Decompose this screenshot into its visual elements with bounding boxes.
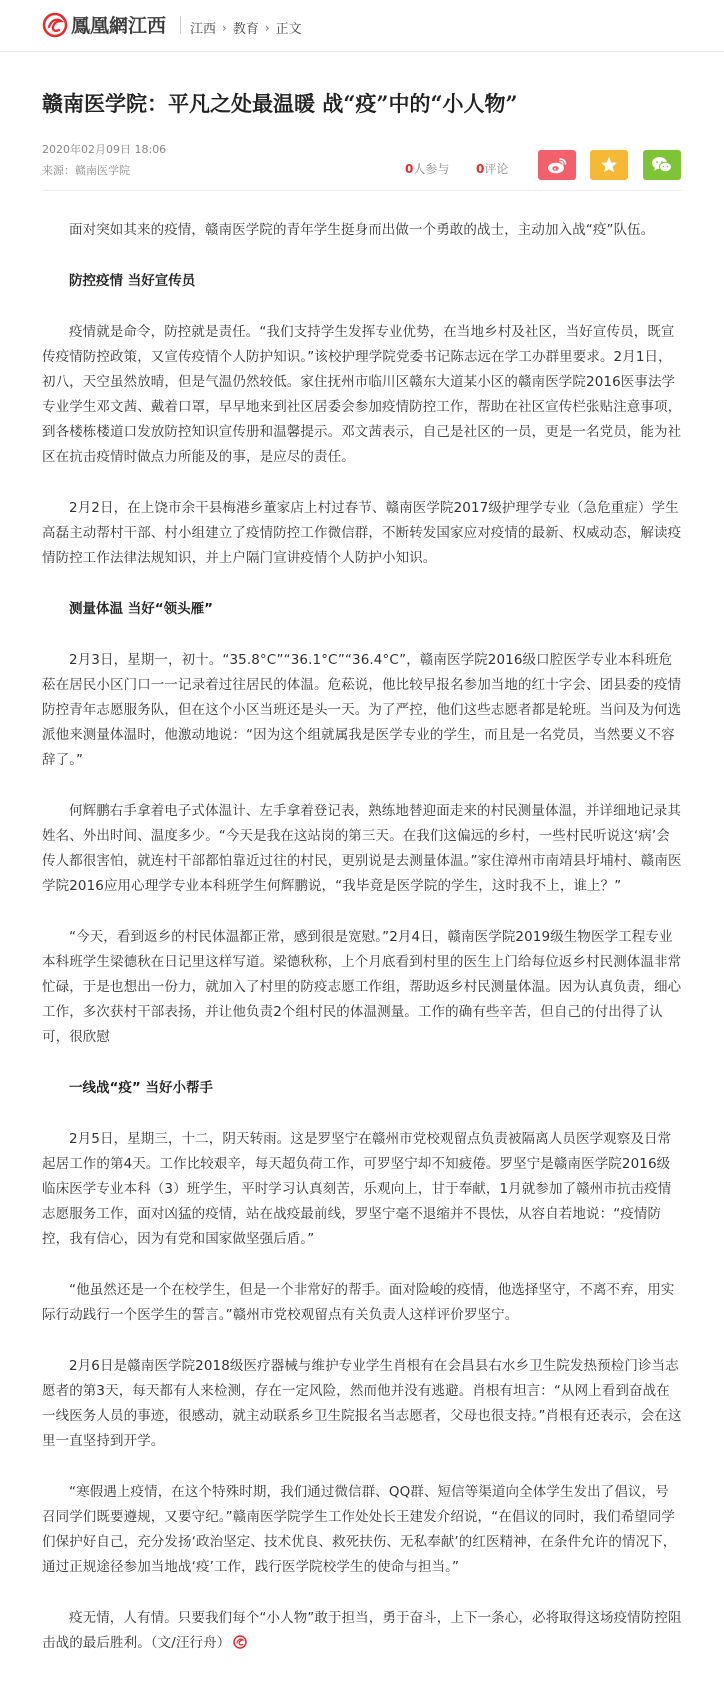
article-body [42,218,682,1682]
paragraph: “他虽然还是一个在校学生，但是一个非常好的帮手。面对险峻的疫情，他选择坚守，不离不弃，用实际行动践行一个医学生的誓言。”赣州市党校观留点有关负责人这样评价罗坚宁。 [42,1282,675,1323]
comments-label: 评论 [484,162,509,176]
section-heading: 测量体温 当好“领头雁” [69,601,213,617]
phoenix-end-mark-icon [233,1635,247,1649]
share-weibo-button[interactable] [538,150,576,180]
publish-date: 2020年02月09日 18:06 [42,143,167,156]
final-paragraph [42,1606,682,1656]
chevron-right-icon: › [264,20,270,35]
participants-label: 人参与 [413,162,450,176]
breadcrumb-item-jiangxi[interactable]: 江西 [190,22,217,37]
paragraph: 2月3日，星期一，初十。“35.8°C”“36.1°C”“36.4°C”，赣南医学院2016级口腔医学专业本科班危菘在居民小区门口一一记录着过往居民的体温。危菘说，他比较早报名参加当地的红十字会、团县委的疫情防控青年志愿服务队，但在这个小区当班还是头一天。为了严控，他们这些志愿者都是轮班。当问及为何选派他来测量体温时，他激动地说：“因为这个组就属我是医学专业的学生，而且是一名党员，当然要义不容辞了。” [42,652,682,768]
breadcrumb-item-education[interactable]: 教育 [232,22,259,37]
star-icon [600,156,618,174]
wechat-icon [651,156,673,174]
comments-count[interactable] [476,160,508,177]
weibo-icon [547,157,567,174]
article-source: 来源：赣南医学院 [42,164,130,177]
breadcrumb-item-current: 正文 [275,22,302,37]
site-logo[interactable] [42,11,181,38]
paragraph: “寒假遇上疫情，在这个特殊时期，我们通过微信群、QQ群、短信等渠道向全体学生发出了倡议，号召同学们既要遵规，又要守纪。”赣南医学院学生工作处处长王建发介绍说，“在倡议的同时，我们希望同学们保护好自己，充分发扬‘政治坚定、技术优良、救死扶伤、无私奉献’的红医精神，在条件允许的情况下，通过正规途径参加当地战‘疫’工作，践行医学院校学生的使命与担当。” [42,1484,677,1575]
paragraph: 何辉鹏右手拿着电子式体温计、左手拿着登记表，熟练地替迎面走来的村民测量体温，并详细地记录其姓名、外出时间、温度多少。“今天是我在这站岗的第三天。在我们这偏远的乡村，一些村民听说这‘病’会传人都很害怕，就连村干部都怕靠近过往的村民，更别说是去测量体温。”家住漳州市南靖县圩埔村、赣南医学院2016应用心理学专业本科班学生何辉鹏说，“我毕竟是医学院的学生，这时我不上，谁上？” [42,803,682,894]
paragraph: 2月6日是赣南医学院2018级医疗器械与维护专业学生肖根有在会昌县右水乡卫生院发热预检门诊当志愿者的第3天，每天都有人来检测，存在一定风险，然而他并没有逃避。肖根有坦言：“从网上看到奋战在一线医务人员的事迹，很感动，就主动联系乡卫生院报名当志愿者，父母也很支持。”肖根有还表示，会在这里一直坚持到开学。 [42,1358,682,1449]
section-heading: 一线战“疫” 当好小帮手 [69,1080,213,1096]
share-qzone-button[interactable] [590,150,628,180]
paragraph: 2月2日，在上饶市余干县梅港乡董家店上村过春节、赣南医学院2017级护理学专业（急危重症）学生高磊主动帮村干部、村小组建立了疫情防控工作微信群，不断转发国家应对疫情的最新、权威动态，解读疫情防控工作法律法规知识，并上户隔门宣讲疫情个人防护小知识。 [42,500,682,566]
comments-number: 0 [476,162,485,176]
final-paragraph-text: 疫无情，人有情。只要我们每个“小人物”敢于担当，勇于奋斗，上下一条心，必将取得这场疫情防控阻击战的最后胜利。（文/汪行舟） [42,1610,682,1651]
section-heading: 防控疫情 当好宣传员 [69,273,196,289]
participants-number: 0 [405,162,414,176]
article-title: 赣南医学院：平凡之处最温暖 战“疫”中的“小人物” [42,91,518,116]
header-divider [42,190,682,191]
share-wechat-button[interactable] [643,150,681,180]
logo-text: 鳳凰網江西 [71,15,167,37]
logo-divider [180,16,181,34]
participants-count[interactable] [405,160,449,177]
top-bar [0,0,724,52]
breadcrumb [190,18,302,37]
paragraph: 疫情就是命令，防控就是责任。“我们支持学生发挥专业优势，在当地乡村及社区，当好宣传员，既宣传疫情防控政策，又宣传疫情个人防护知识。”该校护理学院党委书记陈志远在学工办群里要求。2月1日，初八，天空虽然放晴，但是气温仍然较低。家住抚州市临川区赣东大道某小区的赣南医学院2016医事法学专业学生邓文茜、戴着口罩，早早地来到社区居委会参加疫情防控工作，帮助在社区宣传栏张贴注意事项，到各楼栋楼道口发放防控知识宣传册和温馨提示。邓文茜表示，自己是社区的一员，更是一名党员，能为社区在抗击疫情时做点力所能及的事，是应尽的责任。 [42,324,682,465]
paragraph: “今天，看到返乡的村民体温都正常，感到很是宽慰。”2月4日，赣南医学院2019级生物医学工程专业本科班学生梁德秋在日记里这样写道。梁德秋称，上个月底看到村里的医生上门给每位返乡村民测体温非常忙碌，于是也想出一份力，就加入了村里的防疫志愿工作组，帮助返乡村民测量体温。因为认真负责，细心工作，多次获村干部表扬，并让他负责2个组村民的体温测量。工作的确有些辛苦，但自己的付出得了认可，很欣慰 [42,929,682,1045]
paragraph: 面对突如其来的疫情，赣南医学院的青年学生挺身而出做一个勇敢的战士，主动加入战“疫”队伍。 [69,222,655,238]
paragraph: 2月5日，星期三，十二，阴天转雨。这是罗坚宁在赣州市党校观留点负责被隔离人员医学观察及日常起居工作的第4天。工作比较艰辛，每天超负荷工作，可罗坚宁却不知疲倦。罗坚宁是赣南医学院2016级临床医学专业本科（3）班学生，平时学习认真刻苦，乐观向上，甘于奉献，1月就参加了赣州市抗击疫情志愿服务工作，面对凶猛的疫情，站在战疫最前线，罗坚宁毫不退缩并不畏怯，从容自若地说：“疫情防控，我有信心，因为有党和国家做坚强后盾。” [42,1131,672,1247]
phoenix-logo-icon [42,12,68,38]
chevron-right-icon: › [222,20,227,35]
